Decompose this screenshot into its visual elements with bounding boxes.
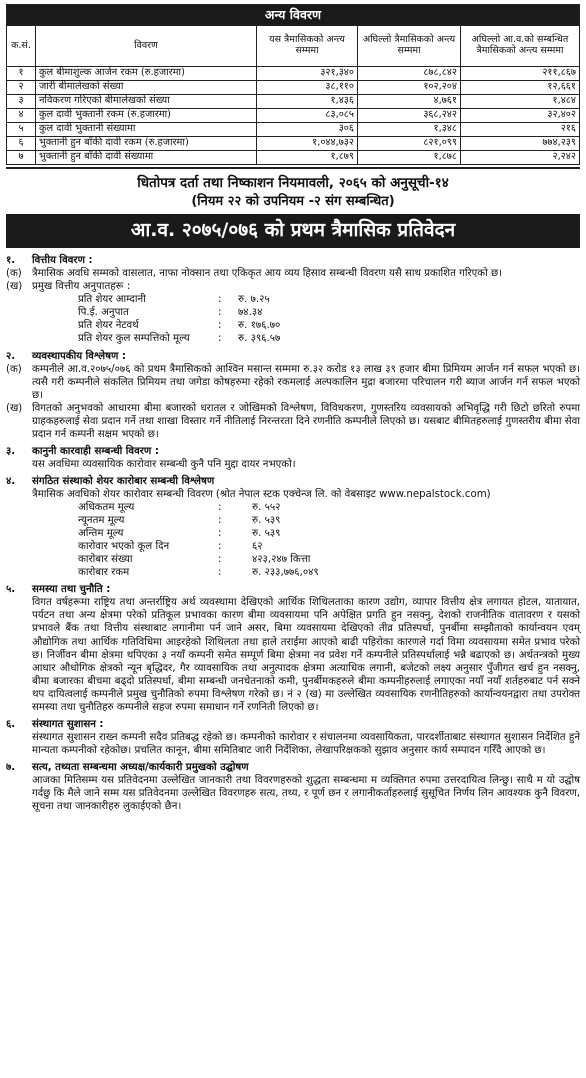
row-previous-quarter: ८२१,०९९ [358, 137, 461, 151]
section-corporate-governance [6, 718, 580, 757]
section-title: समस्या तथा चुनौति : [32, 584, 111, 596]
kv-key: अन्तिम मूल्य [78, 528, 124, 540]
item-label: (ख) [6, 281, 23, 293]
row-number: ३ [7, 95, 36, 109]
row-current-quarter: ३२१,३४० [257, 67, 358, 81]
section-text: यस अवधिमा व्यवसायिक कारोवार सम्बन्धी कुनै पनि मुद्दा दायर नभएको। [32, 458, 296, 470]
section-text: आजका मितिसम्म यस प्रतिवेदनमा उल्लेखित जानकारी तथा विवरणहरुको शुद्धता सम्बन्धमा म व्यक्तिगत रुपमा उत्तरदायित्व लिन्छु। साथै म यो उद्घोष गर्दछु कि मैले जाने सम्म यस प्रतिवेदनमा उल्लेखित विवरणहरु सत्य, तथ्य, र पूर्ण छन र लगानीकर्ताहरुलाई सुसूचित निर्णय लिन आवश्यक कुनै विवरण, सूचना तथा जानकारीहरु लुकाईएको छैन। [32, 774, 580, 813]
row-previous-quarter: ३६८,२४२ [358, 109, 461, 123]
kv-key: कारोबार संख्या [78, 554, 133, 566]
section-title: संस्थागत सुशासन : [32, 718, 104, 730]
kv-colon: : [218, 333, 222, 345]
row-previous-quarter: १०२,२०४ [358, 81, 461, 95]
kv-colon: : [218, 515, 222, 527]
section-number: ६. [6, 718, 16, 730]
item-text: प्रमुख वित्तीय अनुपातहरू : [32, 281, 131, 293]
row-last-year-quarter: ७७४,२३९ [461, 137, 580, 151]
table-row [7, 67, 580, 81]
section-share-trading [6, 475, 580, 579]
table-row [7, 109, 580, 123]
report-banner: आ.व. २०७५/०७६ को प्रथम त्रैमासिक प्रतिवेदन [6, 214, 580, 248]
report-page [6, 4, 580, 1070]
section-number: ३. [6, 445, 16, 457]
row-previous-quarter: १,३४८ [358, 123, 461, 137]
section-financial [6, 254, 580, 345]
row-last-year-quarter: १,४८४ [461, 95, 580, 109]
row-last-year-quarter: १२,६६१ [461, 81, 580, 95]
section-number: ४. [6, 475, 16, 487]
kv-value: ४२३,२४७ कित्ता [252, 554, 311, 566]
kv-row [78, 514, 580, 527]
table-title: अन्य विवरण [7, 5, 580, 26]
section-problems-challenges [6, 583, 580, 713]
table-row [7, 137, 580, 151]
table-row [7, 151, 580, 165]
row-number: ४ [7, 109, 36, 123]
kv-key: अधिकतम मूल्य [78, 502, 135, 514]
kv-row [78, 553, 580, 566]
row-number: ७ [7, 151, 36, 165]
row-number: २ [7, 81, 36, 95]
item-label: (ख) [6, 402, 23, 414]
section-number: २. [6, 350, 16, 362]
kv-colon: : [218, 502, 222, 514]
section-text: त्रैमासिक अवधिको शेयर कारोवार सम्बन्धी विवरण (श्रोत नेपाल स्टक एक्चेन्ज लि. को वेबसाइट www.nepalstock.com) [32, 489, 491, 500]
col-header-previous-quarter: अघिल्लो त्रैमासिकको अन्त्य सम्ममा [358, 26, 461, 67]
kv-colon: : [218, 294, 222, 306]
section-number: १. [6, 255, 16, 267]
kv-row [78, 306, 580, 319]
kv-value: रु. १७६.७० [238, 320, 281, 332]
kv-value: रु. ५५२ [252, 502, 281, 514]
row-previous-quarter: ४,७६१ [358, 95, 461, 109]
kv-key: कारोवार भएको कूल दिन [78, 541, 170, 553]
section-title: व्यवस्थापकीय विश्लेषण : [32, 350, 126, 362]
row-previous-quarter: १,८७८ [358, 151, 461, 165]
row-description: कुल दावी भुक्तानी संख्यामा [36, 123, 257, 137]
row-current-quarter: ३०६ [257, 123, 358, 137]
kv-value: ७४.३४ [238, 307, 263, 319]
row-last-year-quarter: ३२,४०२ [461, 109, 580, 123]
kv-colon: : [218, 320, 222, 332]
table-body [7, 67, 580, 165]
section-management-analysis [6, 350, 580, 441]
row-number: १ [7, 67, 36, 81]
row-last-year-quarter: २,२४२ [461, 151, 580, 165]
row-current-quarter: १,८७९ [257, 151, 358, 165]
table-row [7, 81, 580, 95]
kv-colon: : [218, 307, 222, 319]
kv-row [78, 527, 580, 540]
other-details-table [6, 4, 580, 165]
section-title: कानुनी कारवाही सम्बन्धी विवरण : [32, 445, 159, 457]
trading-details [6, 501, 580, 579]
kv-value: रु. ३९६.५७ [238, 333, 281, 345]
row-number: ६ [7, 137, 36, 151]
kv-value: रु. ५३९ [252, 515, 281, 527]
section-legal-actions [6, 445, 580, 471]
rule-subtitle: (नियम २२ को उपनियम -२ संग सम्बन्धित) [191, 194, 395, 210]
kv-value: रु. ७.२५ [238, 294, 270, 306]
section-title: वित्तीय विवरण : [32, 255, 93, 267]
kv-row [78, 319, 580, 332]
row-current-quarter: ३८,११० [257, 81, 358, 95]
kv-value: रु. ५३९ [252, 528, 281, 540]
section-declaration [6, 761, 580, 813]
table-row [7, 95, 580, 109]
item-text: कम्पनीले आ.व.२०७५/०७६ को प्रथम त्रैमासिकको आश्विन मसान्त सम्ममा रु.३२ करोड १३ लाख ३९ हजार बीमा प्रिमियम आर्जन गर्न सफल भएको छ। त्यसै गरी कम्पनीले संकलित प्रिमियम तथा जगेडा कोषहरुमा रहेको रकमलाई अल्पकालिन मुद्रा बजारमा परिचालन गरी ब्याज आर्जन गर्न सफल भएको छ। [32, 363, 580, 401]
kv-colon: : [218, 554, 222, 566]
item-label: (क) [6, 268, 22, 280]
col-header-last-year-quarter: अघिल्लो आ.व.को सम्बन्धित त्रैमासिकको अन्त्य सम्ममा [461, 26, 580, 67]
divider [6, 167, 580, 169]
section-title: संगठित संस्थाको शेयर कारोबार सम्बन्धी विश्लेषण [32, 475, 215, 487]
kv-colon: : [218, 567, 222, 579]
section-text: विगत वर्षहरूमा राष्ट्रिय तथा अन्तर्राष्ट्रिय अर्थ व्यवस्थामा देखिएको आर्थिक शिथिलताका कारण उद्योग, व्यापार वित्तीय क्षेत्र लगायत होटल, यातायात, पर्यटन तथा अन्य क्षेत्रमा परेको प्रतिकूल प्रभावका कारण बीमा व्यवसायमा पनि अपेक्षित प्रगति हुन नसक्नु, देशको राजनीतिक वातावरण र यसको प्रभावले बैंक तथा वित्तीय संस्थाबाट लगानीमा पर्न जाने असर, बिमा व्यवसायमा देखिएको तीव्र प्रतिस्पर्धा, पुनर्बीमा सम्झौताको कार्यान्वयन एवम् औद्योगिक तथा आर्थिक गतिविधिमा आइरहेको शिथिलता तथा हाले तराईमा आएको बाढी पहिरोका कारणले गर्दा विमा व्यवसायमा समेत प्रभाव परेको छ। निर्जीवन बीमा क्षेत्रमा थपिएका ३ नयाँ कम्पनी समेत सम्पूर्ण बिमा क्षेत्रमा नव प्रवेश गर्ने कम्पनीले प्रतिस्पर्धालाई भन्नै बढाएको छ। अर्थतन्त्रको मुख्य आधार औधोगिक क्षेत्रको न्यून बृद्धिदर, गैर व्यावसायिक तथा अनुत्पादक क्षेत्रमा अत्याधिक लगानी, बजेटको लक्ष्य अनुसार पुँजीगत खर्च हुन नसक्नु, बीमा बजारका बीचमा बढ्दो प्रतिस्पर्धा, बीमा सम्बन्धी जनचेतनाको कमी, पुनर्बीमकहरुले बीमा कम्पनीहरुलाई लगाएका नयाँ नयाँ शर्तहरुबाट पर्न सक्ने थप दायित्वलाई कम्पनीले प्रमुख चुनौतिको रुपमा विश्लेषण गरेको छ। नं २ (ख) मा उल्लेखित व्यवसायिक रणनीतिहरुको कार्यान्वयनद्वारा तथा उपरोक्त समस्या तथा चुनौतिहरु कम्पनीले सहज रुपमा समाधान गर्ने रणनिती लिएको छ। [32, 597, 580, 713]
item-text: विगतको अनुभवको आधारमा बीमा बजारको धरातल र जोखिमको विश्लेषण, विविधकरण, गुणस्तरिय व्यवसायको अभिवृद्धि गरी छिटो छरितो रुपमा ग्राहकहरुलाई सेवा प्रदान गर्ने तथा शाखा विस्तार गर्ने नीतिलाई निरन्तरता दिने रणनीति कम्पनीले लिएको छ। यसबाट बीमितहरुलाई गुणस्तरीय बीमा सेवा प्रदान गर्न कम्पनी सक्षम भएको छ। [32, 402, 580, 440]
financial-ratios [6, 293, 580, 345]
row-description: कुल बीमाशुल्क आर्जन रकम (रु.हजारमा) [36, 67, 257, 81]
kv-key: पि.ई. अनुपात [78, 307, 129, 319]
row-current-quarter: १,४३६ [257, 95, 358, 109]
row-description: नविकरण गरिएको बीमालेखको संख्या [36, 95, 257, 109]
kv-row [78, 566, 580, 579]
row-description: भुक्तानी हुन बाँकी दावी रकम (रु.हजारमा) [36, 137, 257, 151]
row-last-year-quarter: २११,८६७ [461, 67, 580, 81]
kv-key: प्रति शेयर कुल सम्पत्तिको मूल्य [78, 333, 190, 345]
kv-row [78, 332, 580, 345]
kv-row [78, 293, 580, 306]
row-description: भुक्तानी हुन बाँकी दावी संख्यामा [36, 151, 257, 165]
regulation-title: धितोपत्र दर्ता तथा निष्काशन नियमावली, २०६५ को अनुसूची-१४ [137, 175, 449, 191]
section-text: संस्थागत सुशासन राख्न कम्पनी सदैव प्रतिबद्ध रहेको छ। कम्पनीको कारोवार र संचालनमा व्यवसायिकता, पारदर्शीताबाट संस्थागत सुशासन निर्देशित हुने मान्यता कम्पनीको रहेकोछ। प्रचलित कानून, बीमा समितिबाट जारी निर्देशिका, लेखापरिक्षकको सुझाव अनुसार कार्य सम्पादन गरिँदै आएको छ। [32, 731, 580, 756]
kv-colon: : [218, 528, 222, 540]
item-label: (क) [6, 363, 22, 375]
table-row [7, 123, 580, 137]
section-title: सत्य, तथ्यता सम्बन्धमा अध्यक्ष/कार्यकारी प्रमुखको उद्घोषण [32, 761, 249, 773]
item-text: त्रैमासिक अवधि सम्मको वासलात, नाफा नोक्सान तथा एकिकृत आय व्यय हिसाव सम्बन्धी विवरण यसै साथ प्रकाशित गरिएको छ। [32, 268, 503, 280]
col-header-current-quarter: यस त्रैमासिकको अन्त्य सम्ममा [257, 26, 358, 67]
kv-value: ६२ [252, 541, 263, 553]
kv-key: न्यूनतम मूल्य [78, 515, 125, 527]
row-last-year-quarter: २१६ [461, 123, 580, 137]
kv-key: प्रति शेयर नेटवर्थ [78, 320, 139, 332]
kv-key: प्रति शेयर आम्दानी [78, 294, 146, 306]
row-previous-quarter: ८७८,८४२ [358, 67, 461, 81]
kv-value: रु. २३३,७७६,०४९ [252, 567, 319, 579]
section-number: ५. [6, 584, 16, 596]
kv-row [78, 501, 580, 514]
row-description: कुल दावी भुक्तानी रकम (रु.हजारमा) [36, 109, 257, 123]
col-header-sn: क.सं. [7, 26, 36, 67]
col-header-description: विवरण [36, 26, 257, 67]
row-number: ५ [7, 123, 36, 137]
row-description: जारी बीमालेखको संख्या [36, 81, 257, 95]
row-current-quarter: १,०४४,७३२ [257, 137, 358, 151]
section-number: ७. [6, 761, 16, 773]
kv-key: कारोबार रकम [78, 567, 130, 579]
kv-colon: : [218, 541, 222, 553]
row-current-quarter: ८३,०८५ [257, 109, 358, 123]
kv-row [78, 540, 580, 553]
